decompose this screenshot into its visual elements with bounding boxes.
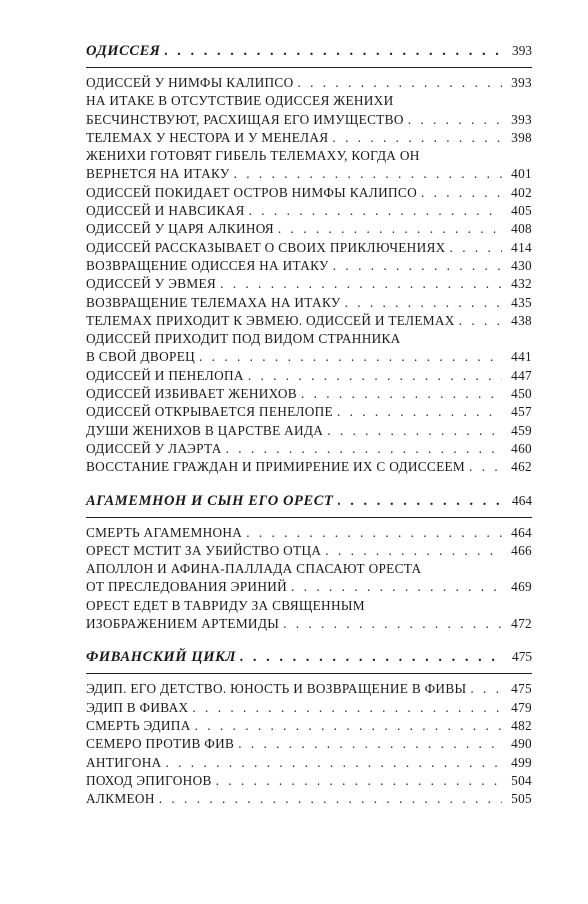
- dot-leader: [238, 735, 502, 753]
- toc-entry-title: СМЕРТЬ ЭДИПА: [86, 717, 191, 733]
- toc-entry-row: [86, 184, 532, 202]
- toc-entry[interactable]: [86, 735, 532, 753]
- toc-entry-title: ПОХОД ЭПИГОНОВ: [86, 772, 212, 788]
- toc-entry-row: [86, 699, 532, 717]
- toc-entry-title-line: ОДИССЕЙ ПРИХОДИТ ПОД ВИДОМ СТРАННИКА: [86, 331, 401, 347]
- dot-leader: [249, 202, 502, 220]
- toc-entry-page: 447: [511, 367, 532, 383]
- dot-leader: [450, 239, 502, 257]
- toc-entry-page: 441: [511, 349, 532, 365]
- section-heading-page: 393: [512, 43, 532, 58]
- toc-entry-title: ОДИССЕЙ ИЗБИВАЕТ ЖЕНИХОВ: [86, 386, 297, 402]
- toc-entry-title: ОРЕСТ МСТИТ ЗА УБИЙСТВО ОТЦА: [86, 542, 322, 558]
- toc-entry-title: СЕМЕРО ПРОТИВ ФИВ: [86, 736, 235, 752]
- toc-entry[interactable]: [86, 524, 532, 542]
- toc-entry-page: 405: [511, 203, 532, 219]
- toc-entry[interactable]: [86, 440, 532, 458]
- toc-entry[interactable]: [86, 367, 532, 385]
- toc-entry-page: 472: [511, 616, 532, 632]
- toc-entry-page: 414: [511, 239, 532, 255]
- dot-leader: [332, 129, 502, 147]
- toc-section: [86, 40, 532, 477]
- dot-leader: [297, 74, 502, 92]
- toc-entry-page: 499: [511, 754, 532, 770]
- dot-leader: [469, 458, 502, 476]
- toc-entry-page: 460: [511, 440, 532, 456]
- dot-leader: [240, 647, 502, 668]
- toc-entry-page: 459: [511, 422, 532, 438]
- toc-entry-row: [86, 111, 532, 129]
- dot-leader: [216, 772, 502, 790]
- toc-entry[interactable]: [86, 257, 532, 275]
- toc-entry-page: 462: [511, 459, 532, 475]
- toc-entry-title: АНТИГОНА: [86, 754, 162, 770]
- toc-entry-page: 466: [511, 542, 532, 558]
- section-heading-title: ФИВАНСКИЙ ЦИКЛ: [86, 649, 237, 666]
- dot-leader: [199, 348, 502, 366]
- toc-entry-title: ВОССТАНИЕ ГРАЖДАН И ПРИМИРЕНИЕ ИХ С ОДИССЕЕМ: [86, 459, 466, 475]
- toc-entry-page: 475: [511, 681, 532, 697]
- toc-entry-row: [86, 680, 532, 698]
- toc-entry-title: ИЗОБРАЖЕНИЕМ АРТЕМИДЫ: [86, 616, 280, 632]
- dot-leader: [408, 111, 502, 129]
- toc-entry-page: 402: [511, 184, 532, 200]
- dot-leader: [283, 615, 502, 633]
- dot-leader: [165, 41, 503, 62]
- toc-entry-row: [86, 385, 532, 403]
- toc-entry[interactable]: [86, 92, 532, 129]
- toc-entry-row: [86, 165, 532, 183]
- dot-leader: [226, 440, 502, 458]
- toc-entry[interactable]: [86, 202, 532, 220]
- dot-leader: [234, 165, 502, 183]
- toc-entry-row: [86, 524, 532, 542]
- toc-entry[interactable]: [86, 220, 532, 238]
- dot-leader: [421, 184, 502, 202]
- toc-entry[interactable]: [86, 699, 532, 717]
- toc-entry[interactable]: [86, 458, 532, 476]
- toc-entry-row: [86, 220, 532, 238]
- toc-entry-title-line: АПОЛЛОН И АФИНА-ПАЛЛАДА СПАСАЮТ ОРЕСТА: [86, 561, 422, 577]
- toc-entry-title: ТЕЛЕМАХ ПРИХОДИТ К ЭВМЕЮ. ОДИССЕЙ И ТЕЛЕМАХ: [86, 312, 455, 328]
- section-heading-title: ОДИССЕЯ: [86, 43, 161, 59]
- toc-entry-row: [86, 129, 532, 147]
- section-heading-page: 475: [512, 649, 532, 665]
- toc-entry-row: [86, 717, 532, 735]
- toc-entry[interactable]: [86, 239, 532, 257]
- toc-entry-row: [86, 202, 532, 220]
- toc-entry-title: ВЕРНЕТСЯ НА ИТАКУ: [86, 166, 230, 182]
- toc-entry-title: В СВОЙ ДВОРЕЦ: [86, 349, 196, 365]
- toc-entry[interactable]: [86, 772, 532, 790]
- toc-entry-row: [86, 312, 532, 330]
- toc-entry[interactable]: [86, 680, 532, 698]
- toc-entry-title-line: ОРЕСТ ЕДЕТ В ТАВРИДУ ЗА СВЯЩЕННЫМ: [86, 597, 365, 613]
- dot-leader: [301, 385, 502, 403]
- toc-entry-title: ЭДИП. ЕГО ДЕТСТВО. ЮНОСТЬ И ВОЗВРАЩЕНИЕ В ФИВЫ: [86, 681, 467, 697]
- dot-leader: [470, 680, 502, 698]
- toc-entry[interactable]: [86, 717, 532, 735]
- toc-entry[interactable]: [86, 184, 532, 202]
- section-heading[interactable]: [86, 40, 532, 68]
- toc-entry-title: ВОЗВРАЩЕНИЕ ТЕЛЕМАХА НА ИТАКУ: [86, 294, 341, 310]
- toc-entry-title: ОДИССЕЙ У ЦАРЯ АЛКИНОЯ: [86, 221, 274, 237]
- toc-entry-page: 430: [511, 257, 532, 273]
- toc-entry-page: 398: [511, 129, 532, 145]
- toc-entry-row: [86, 542, 532, 560]
- toc-entry-title: ТЕЛЕМАХ У НЕСТОРА И У МЕНЕЛАЯ: [86, 129, 329, 145]
- dot-leader: [325, 542, 502, 560]
- dot-leader: [291, 578, 502, 596]
- dot-leader: [195, 717, 502, 735]
- toc-entry-row: [86, 578, 532, 596]
- toc-entry-page: 438: [511, 312, 532, 328]
- table-of-contents: [86, 40, 532, 808]
- toc-entry-row: [86, 615, 532, 633]
- toc-entry-title: ДУШИ ЖЕНИХОВ В ЦАРСТВЕ АИДА: [86, 422, 324, 438]
- toc-entry-row: [86, 294, 532, 312]
- toc-entry-row: [86, 403, 532, 421]
- toc-entry-title: ОДИССЕЙ ПОКИДАЕТ ОСТРОВ НИМФЫ КАЛИПСО: [86, 184, 417, 200]
- toc-entry-row: [86, 754, 532, 772]
- section-heading[interactable]: [86, 646, 532, 674]
- toc-entry-page: 464: [511, 524, 532, 540]
- toc-entry[interactable]: [86, 560, 532, 597]
- toc-entry-row: [86, 458, 532, 476]
- toc-entry-title: ОДИССЕЙ У ЛАЭРТА: [86, 440, 222, 456]
- toc-entry-title: ОДИССЕЙ И НАВСИКАЯ: [86, 203, 245, 219]
- toc-entry-page: 450: [511, 386, 532, 402]
- dot-leader: [248, 367, 502, 385]
- toc-entry-row: [86, 790, 532, 808]
- toc-section: [86, 646, 532, 808]
- toc-entry-row: [86, 239, 532, 257]
- toc-entry-page: 482: [511, 717, 532, 733]
- dot-leader: [337, 403, 502, 421]
- toc-entry-row: [86, 257, 532, 275]
- toc-entry-title: ОДИССЕЙ И ПЕНЕЛОПА: [86, 367, 244, 383]
- toc-entry[interactable]: [86, 403, 532, 421]
- toc-entry[interactable]: [86, 312, 532, 330]
- dot-leader: [159, 790, 502, 808]
- toc-entry-page: 469: [511, 579, 532, 595]
- toc-entry-row: [86, 367, 532, 385]
- dot-leader: [345, 294, 502, 312]
- toc-entry-title-line: ЖЕНИХИ ГОТОВЯТ ГИБЕЛЬ ТЕЛЕМАХУ, КОГДА ОН: [86, 148, 420, 164]
- toc-entry-page: 435: [511, 294, 532, 310]
- toc-entry-title: ОДИССЕЙ У НИМФЫ КАЛИПСО: [86, 75, 294, 90]
- toc-entry[interactable]: [86, 147, 532, 184]
- toc-entry[interactable]: [86, 129, 532, 147]
- toc-entry-page: 393: [511, 111, 532, 127]
- toc-entry-title: АЛКМЕОН: [86, 791, 155, 807]
- toc-entry-page: 479: [511, 699, 532, 715]
- toc-entry-title: ВОЗВРАЩЕНИЕ ОДИССЕЯ НА ИТАКУ: [86, 257, 329, 273]
- toc-entry[interactable]: [86, 754, 532, 772]
- toc-entry-page: 504: [511, 772, 532, 788]
- toc-entry-page: 457: [511, 404, 532, 420]
- toc-entry[interactable]: [86, 275, 532, 293]
- dot-leader: [278, 220, 502, 238]
- toc-entry[interactable]: [86, 597, 532, 634]
- toc-entry-page: 408: [511, 221, 532, 237]
- toc-entry-page: 393: [511, 75, 532, 90]
- toc-entry-row: [86, 74, 532, 92]
- toc-entry-title: БЕСЧИНСТВУЮТ, РАСХИЩАЯ ЕГО ИМУЩЕСТВО: [86, 111, 404, 127]
- dot-leader: [192, 699, 502, 717]
- toc-entry-page: 401: [511, 166, 532, 182]
- dot-leader: [327, 422, 502, 440]
- toc-entry-row: [86, 422, 532, 440]
- toc-entry-row: [86, 440, 532, 458]
- section-heading-title: АГАМЕМНОН И СЫН ЕГО ОРЕСТ: [86, 492, 334, 509]
- toc-entry[interactable]: [86, 790, 532, 808]
- toc-entry[interactable]: [86, 330, 532, 367]
- toc-entry[interactable]: [86, 385, 532, 403]
- section-heading-page: 464: [512, 492, 532, 508]
- toc-entry-title-line: НА ИТАКЕ В ОТСУТСТВИЕ ОДИССЕЯ ЖЕНИХИ: [86, 93, 394, 109]
- toc-entry-title: СМЕРТЬ АГАМЕМНОНА: [86, 524, 243, 540]
- toc-entry-row: [86, 275, 532, 293]
- toc-entry-row: [86, 735, 532, 753]
- toc-entry-title: ЭДИП В ФИВАХ: [86, 699, 189, 715]
- toc-entry-page: 432: [511, 276, 532, 292]
- toc-entry-row: [86, 772, 532, 790]
- dot-leader: [338, 491, 502, 512]
- toc-entry[interactable]: [86, 422, 532, 440]
- toc-entry[interactable]: [86, 542, 532, 560]
- toc-entry-page: 505: [511, 791, 532, 807]
- toc-entry-row: [86, 348, 532, 366]
- section-heading[interactable]: [86, 490, 532, 518]
- toc-entry[interactable]: [86, 294, 532, 312]
- toc-entry-title: ОДИССЕЙ ОТКРЫВАЕТСЯ ПЕНЕЛОПЕ: [86, 404, 333, 420]
- dot-leader: [166, 754, 503, 772]
- dot-leader: [459, 312, 502, 330]
- toc-entry-title: ОТ ПРЕСЛЕДОВАНИЯ ЭРИНИЙ: [86, 579, 288, 595]
- toc-section: [86, 490, 532, 634]
- dot-leader: [246, 524, 502, 542]
- toc-entry-title: ОДИССЕЙ У ЭВМЕЯ: [86, 276, 217, 292]
- toc-entry[interactable]: [86, 74, 532, 92]
- toc-entry-title: ОДИССЕЙ РАССКАЗЫВАЕТ О СВОИХ ПРИКЛЮЧЕНИЯХ: [86, 239, 446, 255]
- dot-leader: [220, 275, 502, 293]
- toc-entry-page: 490: [511, 736, 532, 752]
- dot-leader: [333, 257, 502, 275]
